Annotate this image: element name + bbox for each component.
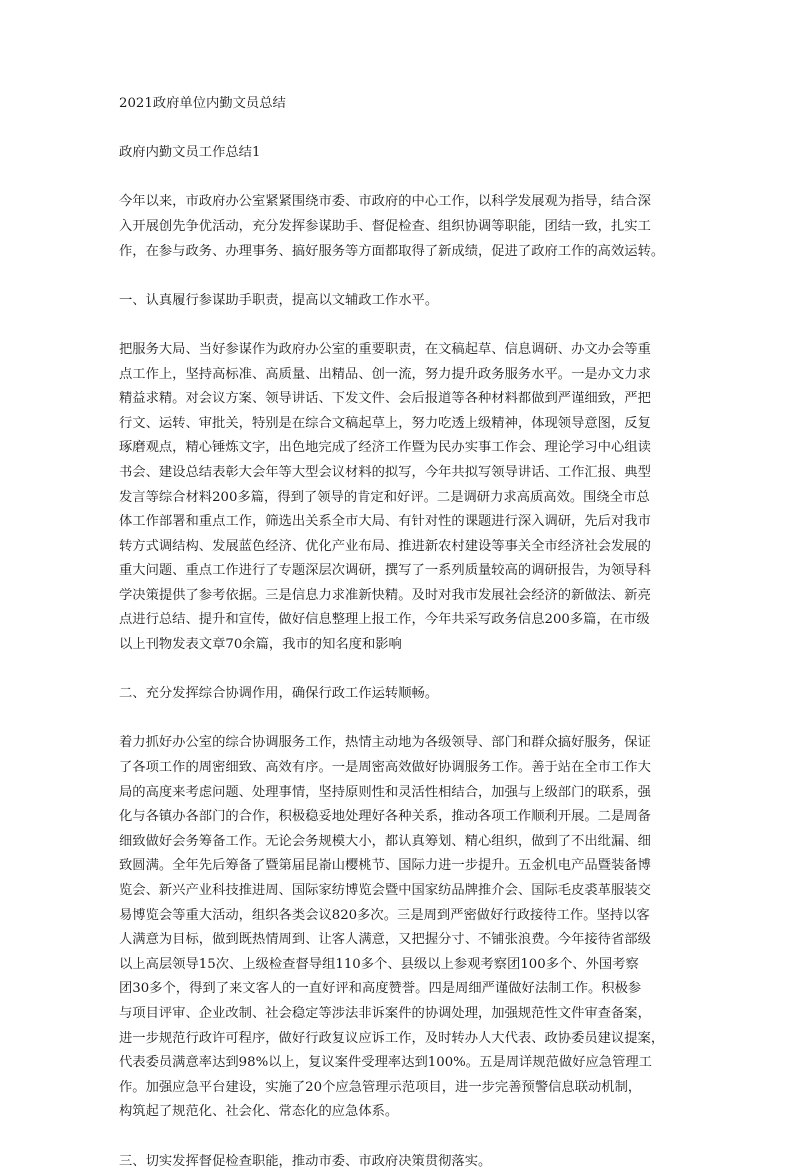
- paragraph-line: 行文、运转、审批关，特别是在综合文稿起草上，努力吃透上级精神，体现领导意图，反复: [119, 415, 651, 431]
- paragraph-line: 转方式调结构、发展蓝色经济、优化产业布局、推进新农村建设等事关全市经济社会发展的: [119, 538, 651, 554]
- paragraph-line: 今年以来，市政府办公室紧紧围绕市委、市政府的中心工作，以科学发展观为指导，结合深: [119, 194, 651, 210]
- paragraph-line: 以上高层领导15次、上级检查督导组110多个、县级以上参观考察团100多个、外国考察: [119, 956, 639, 972]
- paragraph-line: 览会、新兴产业科技推进周、国际家纺博览会暨中国家纺品牌推介会、国际毛皮裘革服装交: [119, 883, 651, 898]
- spacer: [119, 117, 679, 142]
- paragraph-line: 点进行总结、提升和宣传，做好信息整理上报工作，今年共采写政务信息200多篇，在市级: [119, 612, 650, 628]
- paragraph-line: 了各项工作的周密细致、高效有序。一是周密高效做好协调服务工作。善于站在全市工作大: [119, 760, 651, 776]
- paragraph-line: 构筑起了规范化、社会化、常态化的应急体系。: [119, 1104, 399, 1120]
- spacer: [119, 1125, 679, 1150]
- paragraph-line: 着力抓好办公室的综合协调服务工作，热情主动地为各级领导、部门和群众搞好服务，保证: [119, 735, 651, 751]
- paragraph-line: 入开展创先争优活动，充分发挥参谋助手、督促检查、组织协调等职能，团结一致，扎实工: [119, 218, 651, 234]
- document-title: 2021政府单位内勤文员总结: [119, 96, 286, 111]
- paragraph-line: 作，在参与政务、办理事务、搞好服务等方面都取得了新成绩，促进了政府工作的高效运转。: [119, 243, 665, 259]
- section-2-paragraph: [119, 731, 679, 1125]
- spacer: [119, 166, 679, 191]
- spacer: [119, 658, 679, 683]
- paragraph-line: 代表委员满意率达到98%以上，复议案件受理率达到100%。五是周详规范做好应急管理工: [119, 1055, 652, 1071]
- paragraph-line: 化与各镇办各部门的合作，积极稳妥地处理好各种关系，推动各项工作顺利开展。二是周备: [119, 809, 651, 825]
- spacer: [119, 313, 679, 338]
- paragraph-line: 人满意为目标，做到既热情周到、让客人满意，又把握分寸、不铺张浪费。今年接待省部级: [119, 932, 651, 948]
- paragraph-line: 细致做好会务筹备工作。无论会务规模大小，都认真筹划、精心组织，做到了不出纰漏、细: [119, 833, 651, 849]
- paragraph-line: 进一步规范行政许可程序，做好行政复议应诉工作，及时转办人大代表、政协委员建议提案，: [119, 1030, 665, 1046]
- document-page: [119, 92, 679, 1174]
- paragraph-line: 琢磨观点，精心锤炼文字，出色地完成了经济工作暨为民办实事工作会、理论学习中心组读: [119, 440, 651, 456]
- paragraph-line: 精益求精。对会议方案、领导讲话、下发文件、会后报道等各种材料都做到严谨细致，严把: [119, 391, 651, 407]
- section-2-heading: 二、充分发挥综合协调作用，确保行政工作运转顺畅。: [119, 686, 439, 702]
- paragraph-line: 书会、建设总结表彰大会年等大型会议材料的拟写，今年共拟写领导讲话、工作汇报、典型: [119, 464, 651, 480]
- paragraph-line: 易博览会等重大活动，组织各类会议820多次。三是周到严密做好行政接待工作。坚持以客: [119, 907, 650, 923]
- paragraph-line: 团30多个，得到了来文客人的一直好评和高度赞誉。四是周细严谨做好法制工作。积极参: [119, 981, 642, 997]
- paragraph-line: 作。加强应急平台建设，实施了20个应急管理示范项目，进一步完善预警信息联动机制，: [119, 1079, 642, 1095]
- paragraph-line: 把服务大局、当好参谋作为政府办公室的重要职责，在文稿起草、信息调研、办文办会等重: [119, 341, 651, 357]
- spacer: [119, 707, 679, 732]
- section-3-heading: 三、切实发挥督促检查职能，推动市委、市政府决策贯彻落实。: [119, 1153, 492, 1169]
- paragraph-line: 以上刊物发表文章70余篇，我市的知名度和影响: [119, 637, 402, 653]
- paragraph-line: 学决策提供了参考依据。三是信息力求准新快精。及时对我市发展社会经济的新做法、新亮: [119, 587, 651, 603]
- paragraph-line: 致圆满。全年先后筹备了暨第届昆嵛山樱桃节、国际力进一步提升。五金机电产品暨装备博: [119, 858, 651, 874]
- paragraph-line: 与项目评审、企业改制、社会稳定等涉法非诉案件的协调处理，加强规范性文件审查备案，: [119, 1005, 651, 1021]
- spacer: [119, 264, 679, 289]
- document-subtitle: 政府内勤文员工作总结1: [119, 145, 261, 161]
- paragraph-line: 发言等综合材料200多篇，得到了领导的肯定和好评。二是调研力求高质高效。围绕全市总: [119, 489, 650, 505]
- paragraph-line: 局的高度来考虑问题、处理事情，坚持原则性和灵活性相结合，加强与上级部门的联系，强: [119, 784, 651, 800]
- section-1-paragraph: [119, 338, 679, 658]
- section-1-heading: 一、认真履行参谋助手职责，提高以文辅政工作水平。: [119, 292, 439, 308]
- paragraph-line: 重大问题、重点工作进行了专题深层次调研，撰写了一系列质量较高的调研报告，为领导科: [119, 563, 651, 579]
- intro-paragraph: [119, 190, 679, 264]
- paragraph-line: 点工作上，坚持高标准、高质量、出精品、创一流，努力提升政务服务水平。一是办文力求: [119, 366, 651, 382]
- paragraph-line: 体工作部署和重点工作，筛选出关系全市大局、有针对性的课题进行深入调研，先后对我市: [119, 514, 651, 530]
